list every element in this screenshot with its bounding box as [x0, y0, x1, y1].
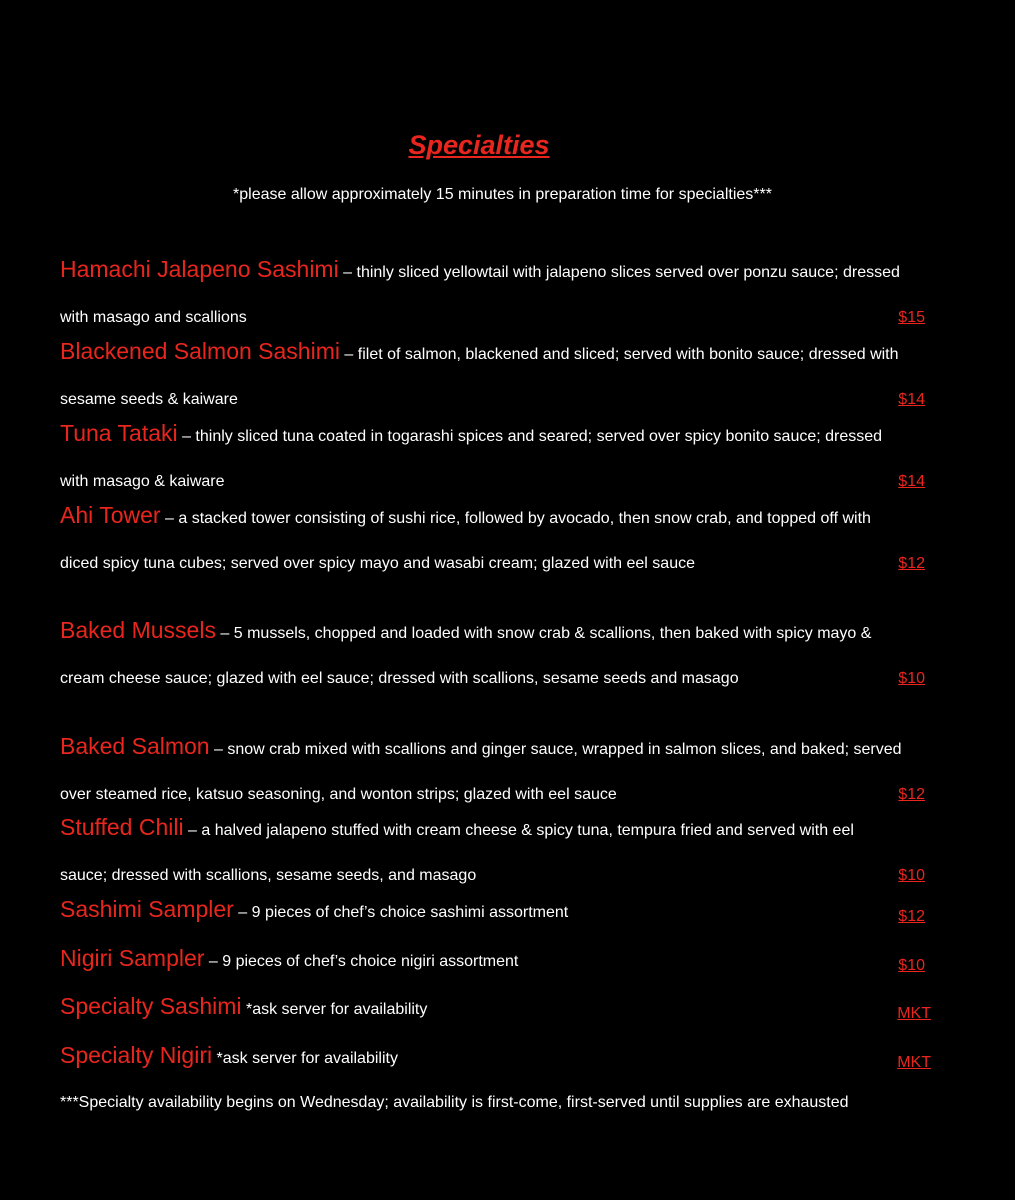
menu-item — [60, 338, 935, 420]
page-title: Specialties — [408, 130, 550, 160]
availability-footnote: ***Specialty availability begins on Wednesday; availability is first-come, first-served until supplies are exhausted — [60, 1094, 849, 1111]
menu-item — [60, 256, 935, 338]
item-description-cont: sauce; dressed with scallions, sesame seeds, and masago — [60, 867, 477, 884]
item-description-cont: sesame seeds & kaiware — [60, 391, 238, 408]
item-description: – a halved jalapeno stuffed with cream cheese & spicy tuna, tempura fried and served with eel — [183, 822, 854, 839]
item-description: – 9 pieces of chef’s choice nigiri assortment — [204, 953, 519, 970]
item-name: Hamachi Jalapeno Sashimi — [60, 256, 339, 282]
item-name: Baked Salmon — [60, 733, 210, 759]
menu-item — [60, 993, 935, 1034]
item-name: Stuffed Chili — [60, 814, 184, 840]
item-description: – 5 mussels, chopped and loaded with snow crab & scallions, then baked with spicy mayo & — [215, 625, 872, 642]
menu-item — [60, 814, 935, 896]
menu-item — [60, 617, 935, 699]
item-name: Ahi Tower — [60, 502, 161, 528]
item-description-cont: cream cheese sauce; glazed with eel sauce; dressed with scallions, sesame seeds and masago — [60, 670, 739, 687]
item-price: $12 — [898, 786, 925, 803]
menu-item — [60, 502, 935, 584]
menu-item — [60, 945, 935, 986]
item-price: $10 — [898, 670, 925, 687]
item-name: Specialty Nigiri — [60, 1042, 213, 1068]
item-description: – thinly sliced yellowtail with jalapeno slices served over ponzu sauce; dressed — [338, 264, 900, 281]
item-description: – a stacked tower consisting of sushi rice, followed by avocado, then snow crab, and topped off with — [160, 510, 871, 527]
item-description: – 9 pieces of chef’s choice sashimi assortment — [233, 904, 569, 921]
menu-item — [60, 733, 935, 815]
preparation-note: *please allow approximately 15 minutes in preparation time for specialties*** — [233, 186, 772, 203]
item-description-cont: over steamed rice, katsuo seasoning, and wonton strips; glazed with eel sauce — [60, 786, 617, 803]
item-price: $12 — [898, 908, 925, 925]
item-price: $14 — [898, 391, 925, 408]
item-price: $10 — [898, 867, 925, 884]
item-name: Specialty Sashimi — [60, 993, 242, 1019]
item-price: $15 — [898, 309, 925, 326]
menu-item — [60, 1042, 935, 1083]
item-name: Sashimi Sampler — [60, 896, 234, 922]
item-description: – thinly sliced tuna coated in togarashi spices and seared; served over spicy bonito sauce; dressed — [177, 428, 883, 445]
item-description-cont: with masago and scallions — [60, 309, 247, 326]
item-description-cont: diced spicy tuna cubes; served over spicy mayo and wasabi cream; glazed with eel sauce — [60, 555, 695, 572]
item-name: Nigiri Sampler — [60, 945, 205, 971]
item-price: $12 — [898, 555, 925, 572]
item-name: Blackened Salmon Sashimi — [60, 338, 340, 364]
item-description: – filet of salmon, blackened and sliced; served with bonito sauce; dressed with — [339, 346, 899, 363]
item-name: Baked Mussels — [60, 617, 216, 643]
menu-item — [60, 420, 935, 502]
item-description-cont: with masago & kaiware — [60, 473, 225, 490]
item-name: Tuna Tataki — [60, 420, 178, 446]
item-description: *ask server for availability — [212, 1050, 398, 1067]
item-description: *ask server for availability — [241, 1001, 428, 1018]
item-price: MKT — [897, 1005, 931, 1022]
item-price: $10 — [898, 957, 925, 974]
menu-item — [60, 896, 935, 937]
item-price: $14 — [898, 473, 925, 490]
item-description: – snow crab mixed with scallions and ginger sauce, wrapped in salmon slices, and baked; served — [209, 741, 902, 758]
item-price: MKT — [897, 1054, 931, 1071]
